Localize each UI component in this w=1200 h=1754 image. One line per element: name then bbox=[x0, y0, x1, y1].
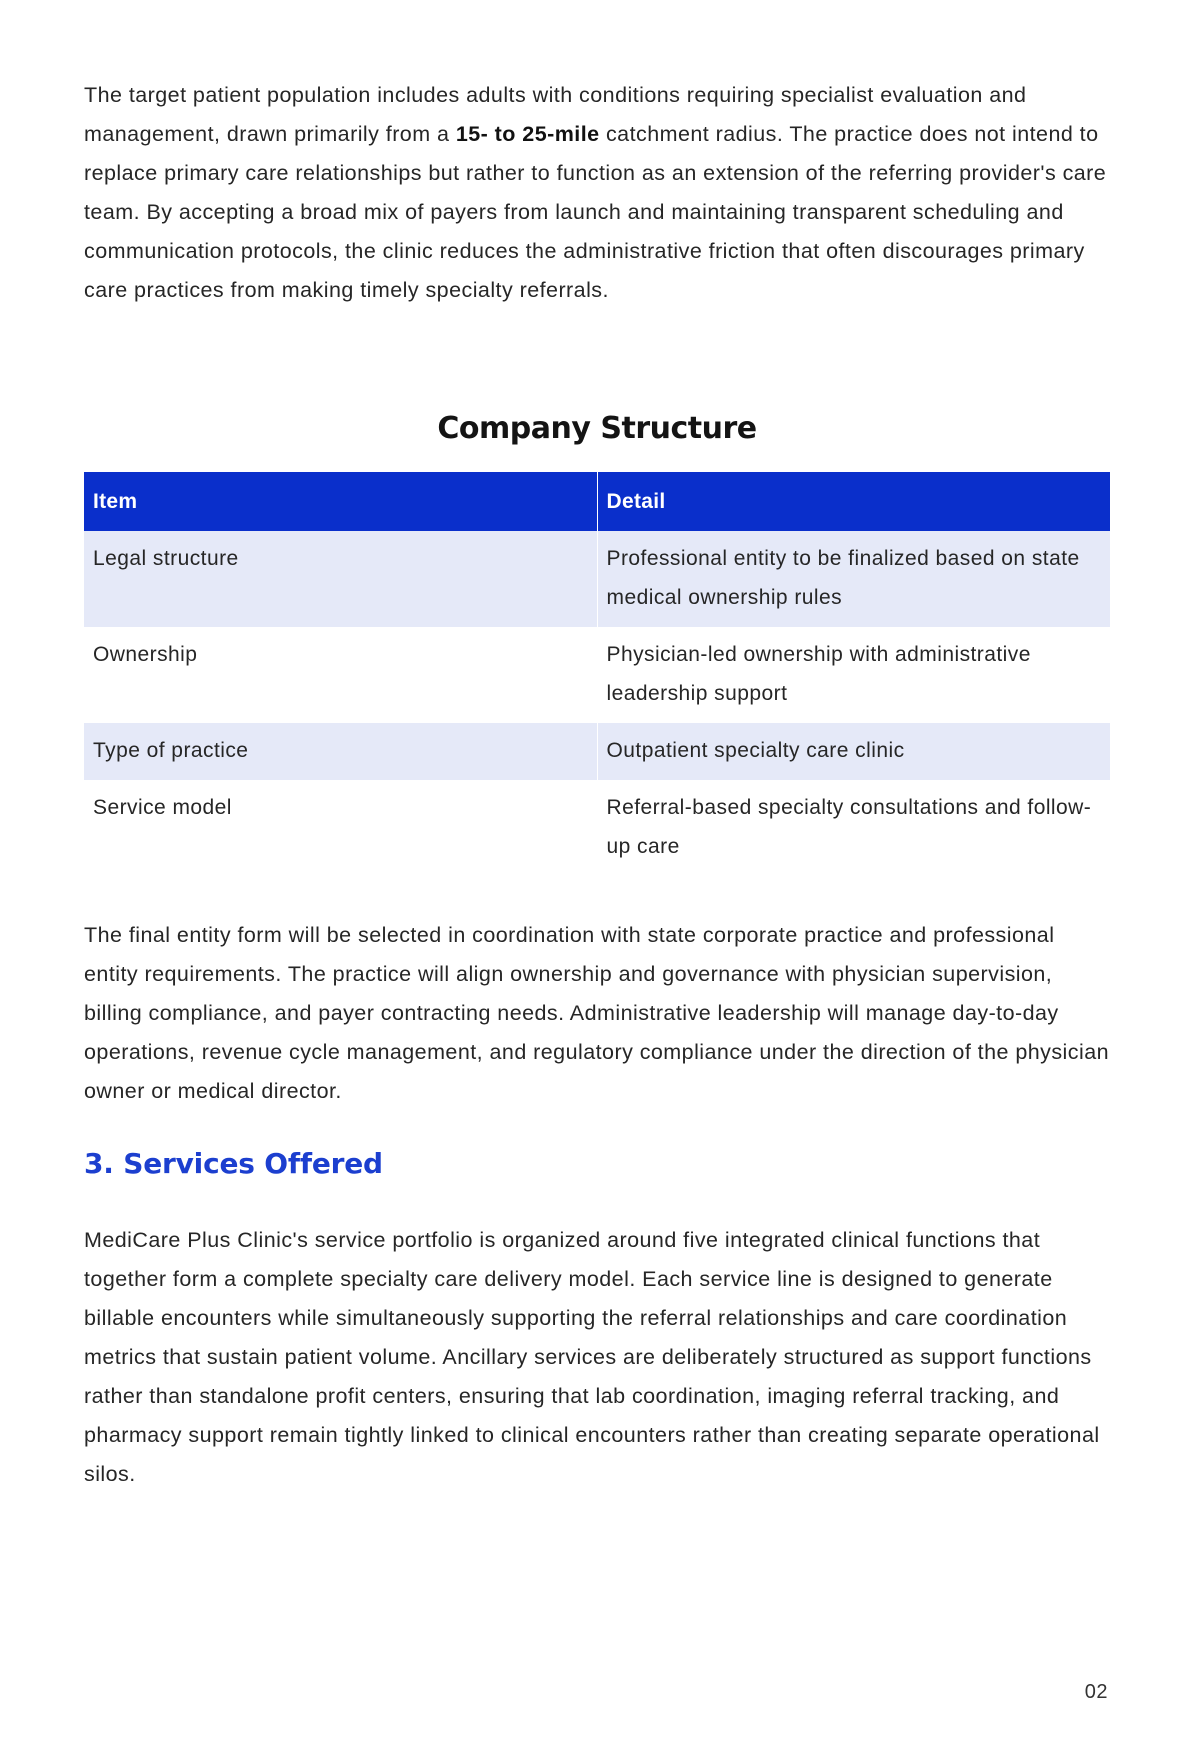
services-offered-heading: 3. Services Offered bbox=[84, 1147, 383, 1180]
table-row bbox=[84, 627, 1110, 723]
table-cell-item: Type of practice bbox=[84, 723, 597, 780]
target-population-paragraph bbox=[84, 76, 1110, 310]
table-cell-detail: Referral-based specialty consultations and follow-up care bbox=[606, 796, 1092, 858]
table-cell-item: Ownership bbox=[84, 627, 597, 723]
intro-text-start: The target patient population includes adults with conditions requiring specialist evaluation and management, drawn primarily from a bbox=[84, 83, 1027, 146]
table-cell-item: Legal structure bbox=[84, 531, 597, 627]
table-row bbox=[84, 723, 1110, 780]
table-header-row bbox=[84, 472, 1110, 531]
services-paragraph: MediCare Plus Clinic's service portfolio is organized around five integrated clinical functions that together form a complete specialty care delivery model. Each service line is designed to generate billable encounters while simultaneously supporting the referral relationships and care coordination metrics that sustain patient volume. Ancillary services are deliberately structured as support functions rather than standalone profit centers, ensuring that lab coordination, imaging referral tracking, and pharmacy support remain tightly linked to clinical encounters rather than creating separate operational silos. bbox=[84, 1228, 1100, 1486]
table-cell-detail: Outpatient specialty care clinic bbox=[597, 723, 1110, 780]
table-cell-item: Service model bbox=[84, 780, 597, 876]
company-structure-title: Company Structure bbox=[437, 411, 757, 446]
table-cell-detail: Physician-led ownership with administrative leadership support bbox=[606, 643, 1031, 705]
document-page bbox=[84, 76, 1110, 1494]
catchment-radius-emphasis: 15- to 25-mile bbox=[455, 122, 600, 146]
entity-form-paragraph: The final entity form will be selected in coordination with state corporate practice and professional entity requirements. The practice will align ownership and governance with physician supervision, billing compliance, and payer contracting needs. Administrative leadership will manage day-to-day operations, revenue cycle management, and regulatory compliance under the direction of the physician owner or medical director. bbox=[84, 923, 1110, 1103]
column-header-detail: Detail bbox=[597, 472, 1110, 531]
page-number: 02 bbox=[1084, 1681, 1108, 1703]
table-cell-detail: Professional entity to be finalized based on state medical ownership rules bbox=[597, 531, 1110, 627]
table-row bbox=[84, 531, 1110, 627]
table-row bbox=[84, 780, 1110, 876]
column-header-item: Item bbox=[84, 472, 597, 531]
company-structure-table bbox=[84, 472, 1110, 876]
intro-text-end: catchment radius. The practice does not intend to replace primary care relationships but rather to function as an extension of the referring provider's care team. By accepting a broad mix of payers from launch and maintaining transparent scheduling and communication protocols, the clinic reduces the administrative friction that often discourages primary care practices from making timely specialty referrals. bbox=[84, 122, 1107, 302]
